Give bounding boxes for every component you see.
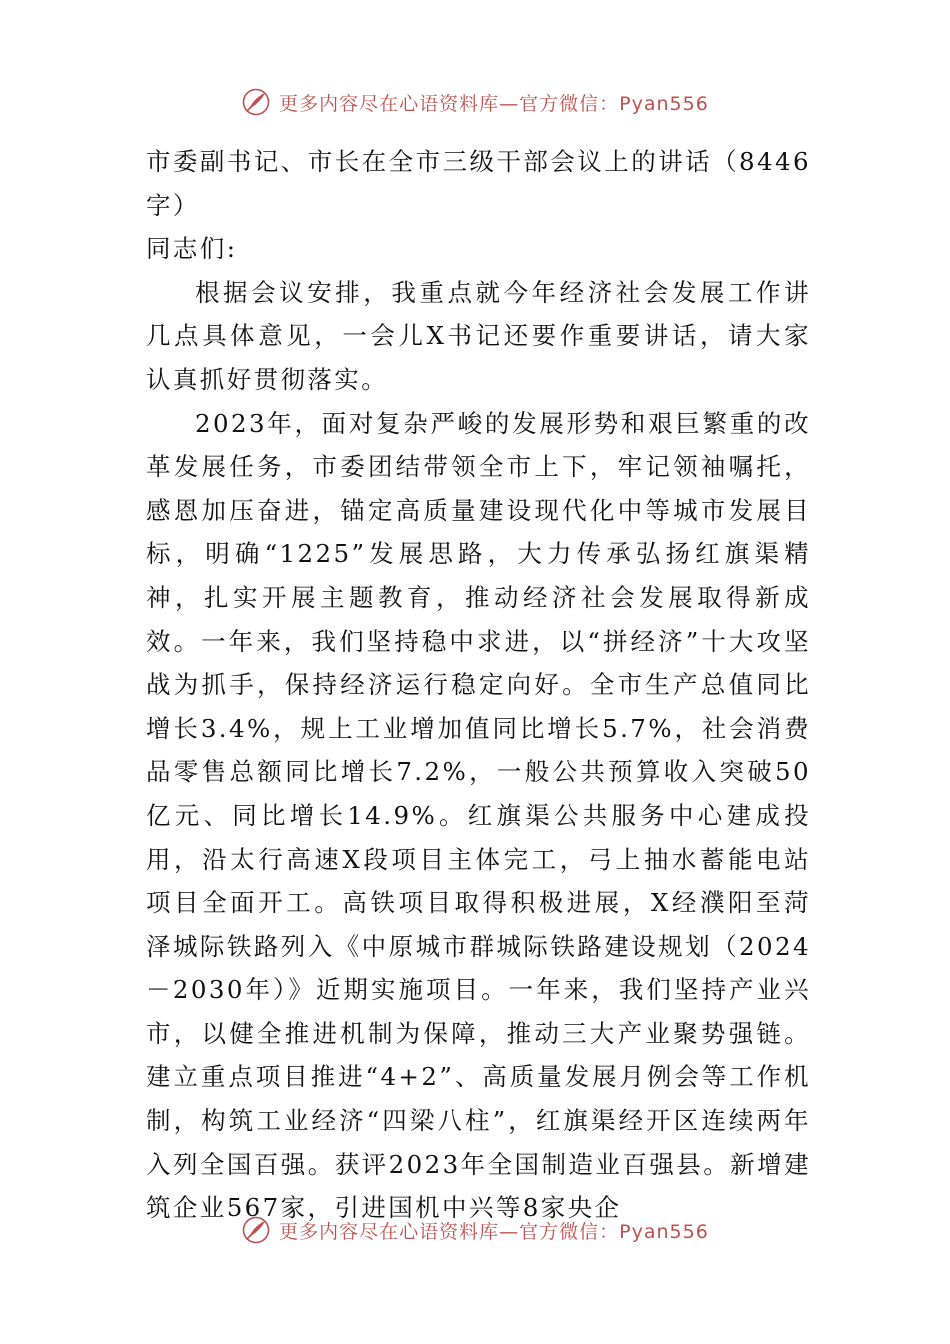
watermark-text: 更多内容尽在心语资料库—官方微信：Pyan556: [279, 1220, 709, 1243]
paragraph: 根据会议安排，我重点就今年经济社会发展工作讲几点具体意见，一会儿X书记还要作重要讲话，请大家认真抓好贯彻落实。: [146, 277, 811, 394]
paragraph: 2023年，面对复杂严峻的发展形势和艰巨繁重的改革发展任务，市委团结带领全市上下，牢记领袖嘱托，感恩加压奋进，锚定高质量建设现代化中等城市发展目标，明确“1225”发展思路，大力传承弘扬红旗渠精神，扎实开展主题教育，推动经济社会发展取得新成效。一年来，我们坚持稳中求进，以“拼经济”十大攻坚战为抓手，保持经济运行稳定向好。全市生产总值同比增长3.4%，规上工业增加值同比增长5.7%，社会消费品零售总额同比增长7.2%，一般公共预算收入突破50亿元、同比增长14.9%。红旗渠公共服务中心建成投用，沿太行高速X段项目主体完工，弓上抽水蓄能电站项目全面开工。高铁项目取得积极进展，X经濮阳至菏泽城际铁路列入《中原城市群城际铁路建设规划（2024－2030年）》近期实施项目。一年来，我们坚持产业兴市，以健全推进机制为保障，推动三大产业聚势强链。建立重点项目推进“4+2”、高质量发展月例会等工作机制，构筑工业经济“四梁八柱”，红旗渠经开区连续两年入列全国百强。获评2023年全国制造业百强县。新增建筑企业567家，引进国机中兴等8家央企: [146, 408, 811, 1223]
document-body: [146, 140, 811, 1230]
watermark-banner-bottom: [0, 1213, 950, 1247]
salutation: 同志们:: [146, 234, 238, 264]
pen-feather-logo-icon: [241, 1215, 271, 1245]
watermark-text: 更多内容尽在心语资料库—官方微信：Pyan556: [279, 92, 709, 115]
document-title: 市委副书记、市长在全市三级干部会议上的讲话（8446字）: [146, 147, 811, 220]
pen-feather-logo-icon: [241, 87, 271, 117]
watermark-banner-top: [0, 85, 950, 119]
